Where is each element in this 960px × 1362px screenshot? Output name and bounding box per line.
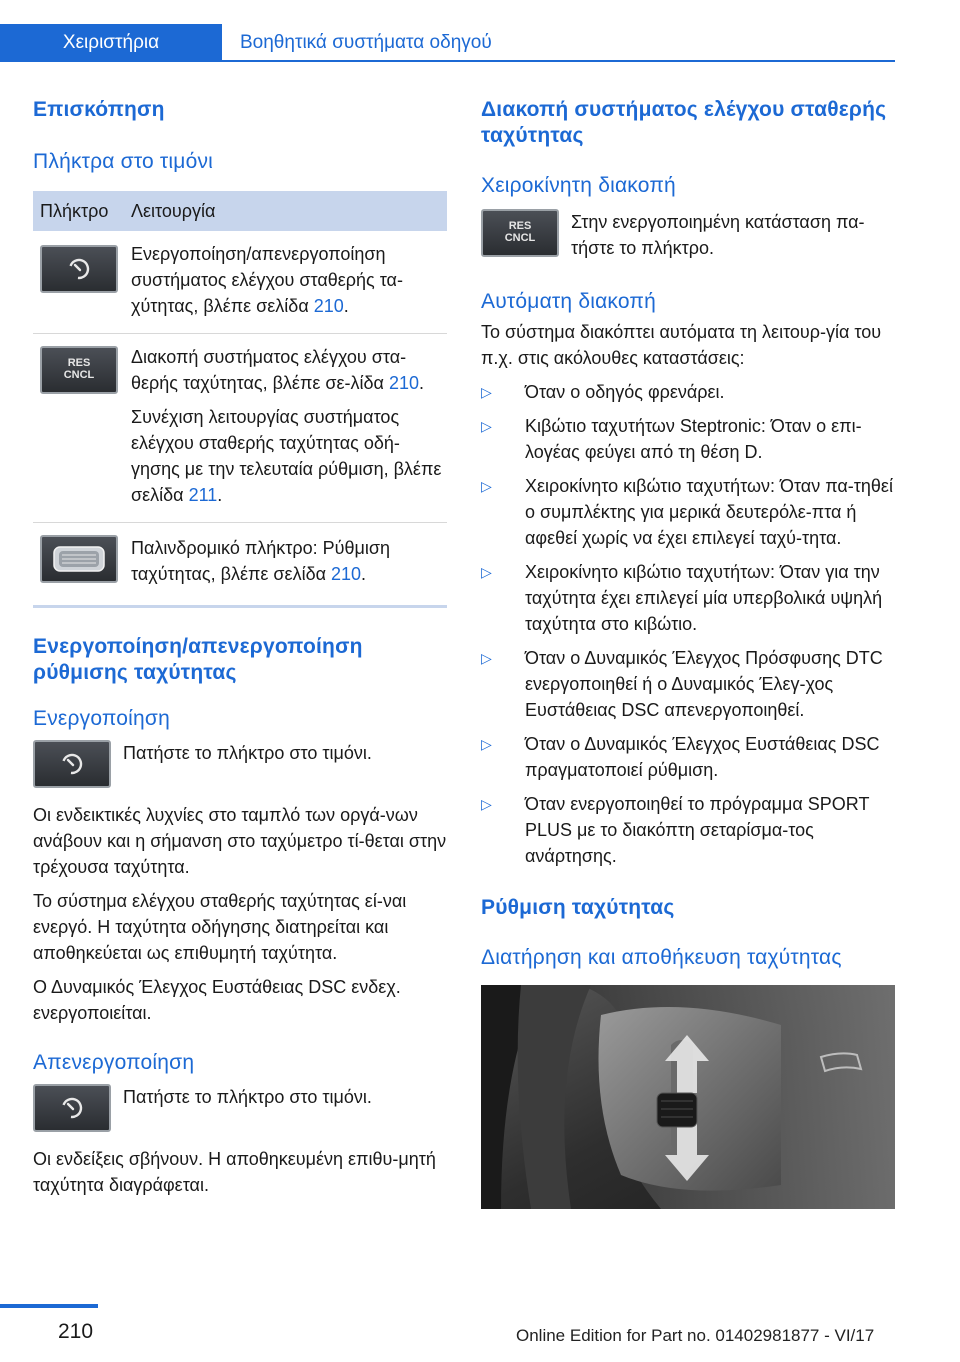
manual-step — [481, 209, 895, 261]
deactivation-paragraph: Οι ενδείξεις σβήνουν. Η αποθηκευμένη επιθυ-μητή ταχύτητα διαγράφεται. — [33, 1149, 436, 1195]
row-text: Ενεργοποίηση/απενεργοποίηση συστήματος ελέγχου σταθερής τα-χύτητας, βλέπε σελίδα 210. — [131, 244, 403, 316]
edition-note: Online Edition for Part no. 01402981877 - VI/17 — [516, 1326, 875, 1345]
list-item: ▷ Όταν ο οδηγός φρενάρει. — [481, 379, 895, 405]
res-cncl-icon: RES CNCL — [40, 346, 118, 394]
page-header — [0, 0, 960, 62]
triangle-bullet-icon: ▷ — [481, 478, 492, 494]
keys-table — [33, 191, 447, 608]
page-link[interactable]: 210 — [388, 373, 419, 393]
activation-paragraph: Οι ενδεικτικές λυχνίες στο ταμπλό των οργά-νων ανάβουν και η σήμανση στο ταχύμετρο τί-θεται στην τρέχουσα ταχύτητα. — [33, 805, 447, 877]
auto-intro: Το σύστημα διακόπτει αυτόματα τη λειτουρ-γία του π.χ. στις ακόλουθες καταστάσεις: — [481, 322, 882, 368]
auto-bullet-list — [481, 379, 895, 869]
table-row — [33, 334, 447, 523]
activation-step-text: Πατήστε το πλήκτρο στο τιμόνι. — [123, 743, 372, 763]
list-item: ▷ Όταν ο Δυναμικός Έλεγχος Πρόσφυσης DTC ενεργοποιηθεί ή ο Δυναμικός Έλεγ-χος Ευστάθειας DSC απενεργοποιηθεί. — [481, 645, 895, 723]
footer-divider — [0, 1304, 98, 1308]
page-link[interactable]: 211 — [188, 485, 218, 505]
triangle-bullet-icon: ▷ — [481, 564, 492, 580]
triangle-bullet-icon: ▷ — [481, 796, 492, 812]
right-column — [481, 97, 895, 1209]
page-number: 210 — [58, 1320, 94, 1343]
table-row — [33, 523, 447, 608]
keep-title: Διατήρηση και αποθήκευση ταχύτητας — [481, 946, 842, 969]
manual-title: Χειροκίνητη διακοπή — [481, 174, 676, 197]
page-link[interactable]: 210 — [331, 564, 362, 584]
tab-driver-assistance[interactable]: Βοηθητικά συστήματα οδηγού — [240, 32, 492, 53]
auto-title: Αυτόματη διακοπή — [481, 290, 657, 313]
row-text: Παλινδρομικό πλήκτρο: Ρύθμιση ταχύτητας, βλέπε σελίδα 210. — [131, 538, 390, 584]
cruise-control-icon — [33, 1084, 111, 1132]
deactivation-title: Απενεργοποίηση — [33, 1051, 195, 1074]
list-item: ▷ Χειροκίνητο κιβώτιο ταχυτήτων: Όταν για την ταχύτητα έχει επιλεγεί μία υπερβολικά υψηλή ταχύτητα στο κιβώτιο. — [481, 559, 895, 637]
res-cncl-icon: RES CNCL — [481, 209, 559, 257]
cruise-control-icon — [40, 245, 118, 293]
triangle-bullet-icon: ▷ — [481, 736, 492, 752]
cruise-control-icon — [33, 740, 111, 788]
list-item: ▷ Κιβώτιο ταχυτήτων Steptronic: Όταν ο επι-λογέας φεύγει από τη θέση D. — [481, 413, 895, 465]
deactivation-step — [33, 1084, 447, 1132]
row-text: Διακοπή συστήματος ελέγχου στα-θερής ταχύτητας, βλέπε σε-λίδα 210. — [131, 347, 425, 393]
table-row — [33, 231, 447, 334]
rocker-switch-icon — [40, 535, 118, 583]
triangle-bullet-icon: ▷ — [481, 650, 492, 666]
list-item: ▷ Χειροκίνητο κιβώτιο ταχυτήτων: Όταν πα-τηθεί ο συμπλέκτης για μερικά δευτερόλε-πτα ή αφεθεί χωρίς να έχει επιλεγεί ταχύ-τητα. — [481, 473, 895, 551]
activation-title: Ενεργοποίηση — [33, 707, 170, 730]
triangle-bullet-icon: ▷ — [481, 418, 492, 434]
activation-paragraph: Το σύστημα ελέγχου σταθερής ταχύτητας εί-ναι ενεργό. Η ταχύτητα οδήγησης διατηρείται και αποθηκεύεται ως επιθυμητή ταχύτητα. — [33, 891, 407, 963]
table-header — [33, 191, 447, 231]
row-text-2: Συνέχιση λειτουργίας συστήματος ελέγχου σταθερής ταχύτητας οδή-γησης με την τελευταία ρύθμιση, βλέπε σελίδα 211. — [131, 407, 442, 505]
triangle-bullet-icon: ▷ — [481, 384, 492, 400]
activation-paragraph: Ο Δυναμικός Έλεγχος Ευστάθειας DSC ενδεχ. ενεργοποιείται. — [33, 977, 401, 1023]
steering-wheel-photo — [481, 985, 895, 1209]
header-divider — [0, 60, 895, 62]
manual-step-text: Στην ενεργοποιημένη κατάσταση πα-τήστε το πλήκτρο. — [571, 212, 865, 258]
list-item: ▷ Όταν ενεργοποιηθεί το πρόγραμμα SPORT PLUS με το διακόπτη σεταρίσμα-τος ανάρτησης. — [481, 791, 895, 869]
interrupt-title: Διακοπή συστήματος ελέγχου σταθερής ταχύτητας — [481, 98, 887, 147]
wheel-keys-title: Πλήκτρα στο τιμόνι — [33, 150, 214, 173]
tab-controls[interactable]: Χειριστήρια — [0, 24, 222, 62]
page-link[interactable]: 210 — [313, 296, 344, 316]
activation-section-title: Ενεργοποίηση/απενεργοποίηση ρύθμισης ταχύτητας — [33, 635, 363, 684]
left-column — [33, 97, 447, 1198]
col-function-header: Λειτουργία — [131, 201, 216, 221]
col-key-header: Πλήκτρο — [40, 201, 109, 221]
activation-step — [33, 740, 447, 788]
list-item: ▷ Όταν ο Δυναμικός Έλεγχος Ευστάθειας DSC πραγματοποιεί ρύθμιση. — [481, 731, 895, 783]
overview-title: Επισκόπηση — [33, 98, 165, 121]
deactivation-step-text: Πατήστε το πλήκτρο στο τιμόνι. — [123, 1087, 372, 1107]
speed-title: Ρύθμιση ταχύτητας — [481, 896, 675, 919]
